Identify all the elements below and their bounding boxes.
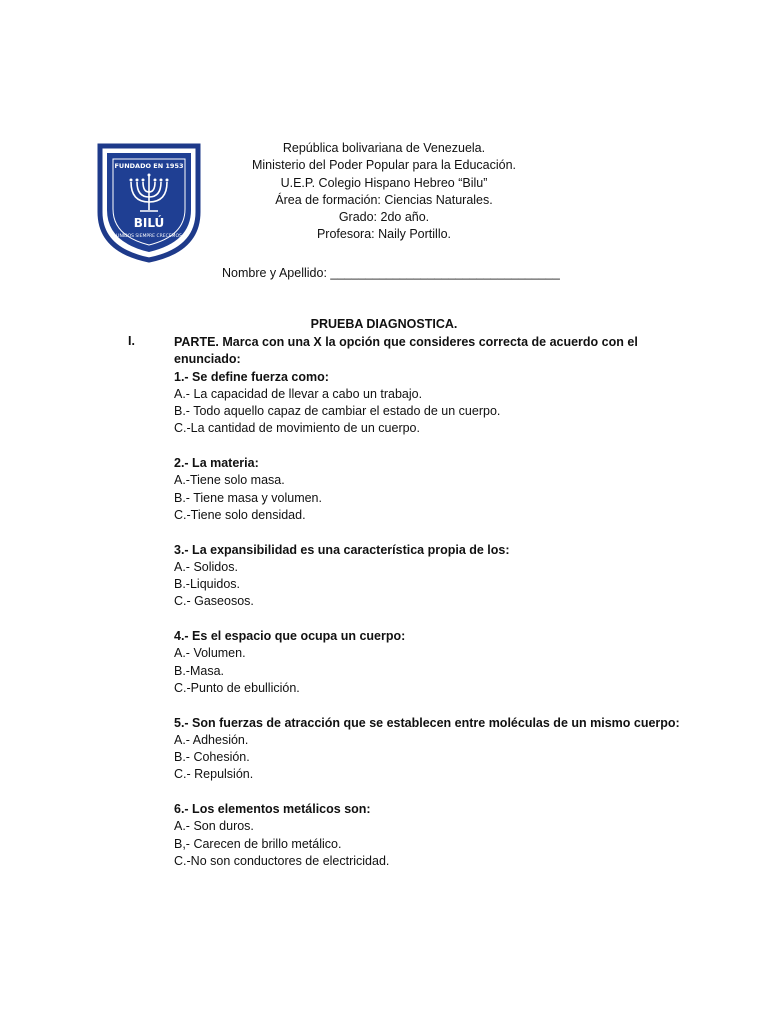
answer-option[interactable]: A.- Son duros.	[174, 819, 254, 834]
part-instructions: PARTE. Marca con una X la opción que consideres correcta de acuerdo con el enunciado:	[174, 335, 638, 367]
test-content	[174, 334, 680, 888]
answer-option[interactable]: C.-No son conductores de electricidad.	[174, 853, 390, 868]
header-line: U.E.P. Colegio Hispano Hebreo “Bilu”	[280, 175, 488, 190]
student-name-blank[interactable]: _________________________________	[330, 266, 560, 280]
header-line: Área de formación: Ciencias Naturales.	[275, 192, 493, 207]
question-block	[174, 715, 680, 784]
answer-option[interactable]: B.- Tiene masa y volumen.	[174, 490, 322, 505]
header-line: Grado: 2do año.	[338, 210, 430, 225]
school-logo	[96, 140, 202, 264]
answer-option[interactable]: C.- Repulsión.	[174, 767, 254, 782]
student-name-label: Nombre y Apellido:	[222, 266, 327, 280]
answer-option[interactable]: B.- Todo aquello capaz de cambiar el estado de un cuerpo.	[174, 404, 501, 419]
header-line: República bolivariana de Venezuela.	[282, 141, 486, 155]
question-block	[174, 455, 644, 524]
answer-option[interactable]: B.-Masa.	[174, 663, 225, 678]
answer-option[interactable]: B.-Liquidos.	[174, 577, 241, 592]
document-header	[200, 140, 568, 244]
question-prompt: 2.- La materia:	[174, 456, 259, 471]
answer-option[interactable]: C.-Tiene solo densidad.	[174, 507, 306, 522]
question-list	[174, 369, 680, 871]
question-block	[174, 542, 644, 611]
answer-option[interactable]: A.- Volumen.	[174, 646, 246, 661]
student-name-line[interactable]	[222, 266, 560, 280]
logo-top-text: FUNDADO EN 1953	[114, 162, 184, 170]
question-prompt: 1.- Se define fuerza como:	[174, 369, 329, 384]
question-block	[174, 369, 644, 438]
header-line: Ministerio del Poder Popular para la Educación.	[251, 158, 517, 173]
answer-option[interactable]: A.- Adhesión.	[174, 732, 249, 747]
part-number: I.	[128, 334, 135, 348]
answer-option[interactable]: B.- Cohesión.	[174, 750, 250, 765]
header-line: Profesora: Naily Portillo.	[316, 227, 452, 242]
question-block	[174, 801, 644, 870]
answer-option[interactable]: A.-Tiene solo masa.	[174, 473, 285, 488]
logo-name: BILÚ	[133, 216, 165, 230]
question-block	[174, 628, 644, 697]
answer-option[interactable]: C.-Punto de ebullición.	[174, 680, 300, 695]
question-prompt: 6.- Los elementos metálicos son:	[174, 802, 371, 817]
answer-option[interactable]: C.- Gaseosos.	[174, 594, 254, 609]
answer-option[interactable]: C.-La cantidad de movimiento de un cuerpo.	[174, 421, 420, 436]
test-title: PRUEBA DIAGNOSTICA.	[310, 317, 458, 331]
logo-bottom-text: UNIDOS SIEMPRE CRECEMOS	[116, 234, 182, 239]
question-prompt: 4.- Es el espacio que ocupa un cuerpo:	[174, 629, 406, 644]
question-prompt: 3.- La expansibilidad es una característica propia de los:	[174, 542, 510, 557]
answer-option[interactable]: A.- La capacidad de llevar a cabo un trabajo.	[174, 386, 423, 401]
answer-option[interactable]: B,- Carecen de brillo metálico.	[174, 836, 342, 851]
answer-option[interactable]: A.- Solidos.	[174, 559, 238, 574]
question-prompt: 5.- Son fuerzas de atracción que se establecen entre moléculas de un mismo cuerpo:	[174, 715, 680, 730]
